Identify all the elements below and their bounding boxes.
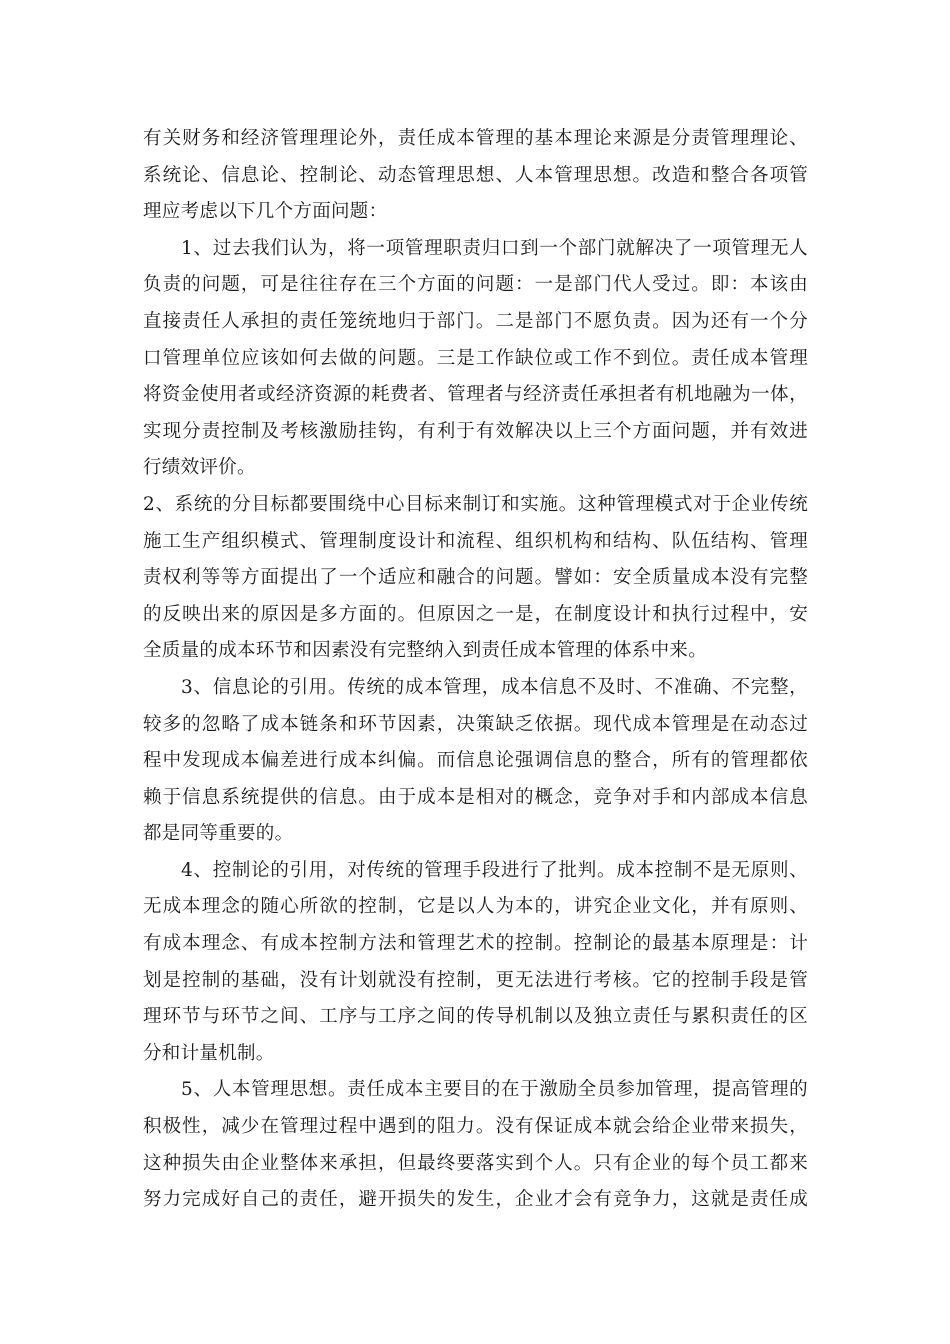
paragraph-intro xyxy=(143,121,808,231)
text-line: 理应考虑以下几个方面问题： xyxy=(143,201,388,223)
text-line: 赖于信息系统提供的信息。由于成本是相对的概念，竞争对手和内部成本信息 xyxy=(143,786,808,808)
text-line: 直接责任人承担的责任笼统地归于部门。二是部门不愿负责。因为还有一个分 xyxy=(143,310,808,332)
text-line: 1、过去我们认为，将一项管理职责归口到一个部门就解决了一项管理无人 xyxy=(181,237,808,259)
text-line: 系统论、信息论、控制论、动态管理思想、人本管理思想。改造和整合各项管 xyxy=(143,164,808,186)
paragraph-point-1 xyxy=(143,231,808,487)
text-line: 实现分责控制及考核激励挂钩，有利于有效解决以上三个方面问题，并有效进 xyxy=(143,420,808,442)
text-line: 分和计量机制。 xyxy=(143,1042,275,1064)
text-line: 理环节与环节之间、工序与工序之间的传导机制以及独立责任与累积责任的区 xyxy=(143,1006,808,1028)
text-line: 努力完成好自己的责任，避开损失的发生，企业才会有竞争力，这就是责任成 xyxy=(143,1189,808,1211)
text-line: 程中发现成本偏差进行成本纠偏。而信息论强调信息的整合，所有的管理都依 xyxy=(143,750,808,772)
text-line: 积极性，减少在管理过程中遇到的阻力。没有保证成本就会给企业带来损失， xyxy=(143,1116,808,1138)
text-line: 2、系统的分目标都要围绕中心目标来制订和实施。这种管理模式对于企业传统 xyxy=(143,493,808,515)
text-line: 这种损失由企业整体来承担，但最终要落实到个人。只有企业的每个员工都来 xyxy=(143,1152,808,1174)
paragraph-point-2 xyxy=(143,487,808,670)
text-line: 划是控制的基础，没有计划就没有控制，更无法进行考核。它的控制手段是管 xyxy=(143,969,808,991)
text-line: 3、信息论的引用。传统的成本管理，成本信息不及时、不准确、不完整， xyxy=(181,676,808,698)
text-line: 较多的忽略了成本链条和环节因素，决策缺乏依据。现代成本管理是在动态过 xyxy=(143,713,808,735)
text-line: 有关财务和经济管理理论外，责任成本管理的基本理论来源是分责管理理论、 xyxy=(143,128,808,149)
text-line: 的反映出来的原因是多方面的。但原因之一是，在制度设计和执行过程中，安 xyxy=(143,603,808,625)
text-line: 4、控制论的引用，对传统的管理手段进行了批判。成本控制不是无原则、 xyxy=(181,859,808,881)
text-line: 无成本理念的随心所欲的控制，它是以人为本的，讲究企业文化，并有原则、 xyxy=(143,896,808,918)
document-body xyxy=(143,121,808,1219)
text-line: 口管理单位应该如何去做的问题。三是工作缺位或工作不到位。责任成本管理 xyxy=(143,347,808,369)
paragraph-point-4 xyxy=(143,853,808,1073)
text-line: 将资金使用者或经济资源的耗费者、管理者与经济责任承担者有机地融为一体， xyxy=(143,384,808,406)
text-line: 行绩效评价。 xyxy=(143,457,256,479)
paragraph-point-5 xyxy=(143,1072,808,1218)
text-line: 5、人本管理思想。责任成本主要目的在于激励全员参加管理，提高管理的 xyxy=(181,1079,808,1101)
text-line: 全质量的成本环节和因素没有完整纳入到责任成本管理的体系中来。 xyxy=(143,640,708,662)
text-line: 都是同等重要的。 xyxy=(143,823,294,845)
paragraph-point-3 xyxy=(143,670,808,853)
text-line: 责权利等等方面提出了一个适应和融合的问题。譬如：安全质量成本没有完整 xyxy=(143,567,808,589)
text-line: 负责的问题，可是往往存在三个方面的问题：一是部门代人受过。即：本该由 xyxy=(143,274,808,296)
text-line: 有成本理念、有成本控制方法和管理艺术的控制。控制论的最基本原理是：计 xyxy=(143,933,808,955)
text-line: 施工生产组织模式、管理制度设计和流程、组织机构和结构、队伍结构、管理 xyxy=(143,530,808,552)
